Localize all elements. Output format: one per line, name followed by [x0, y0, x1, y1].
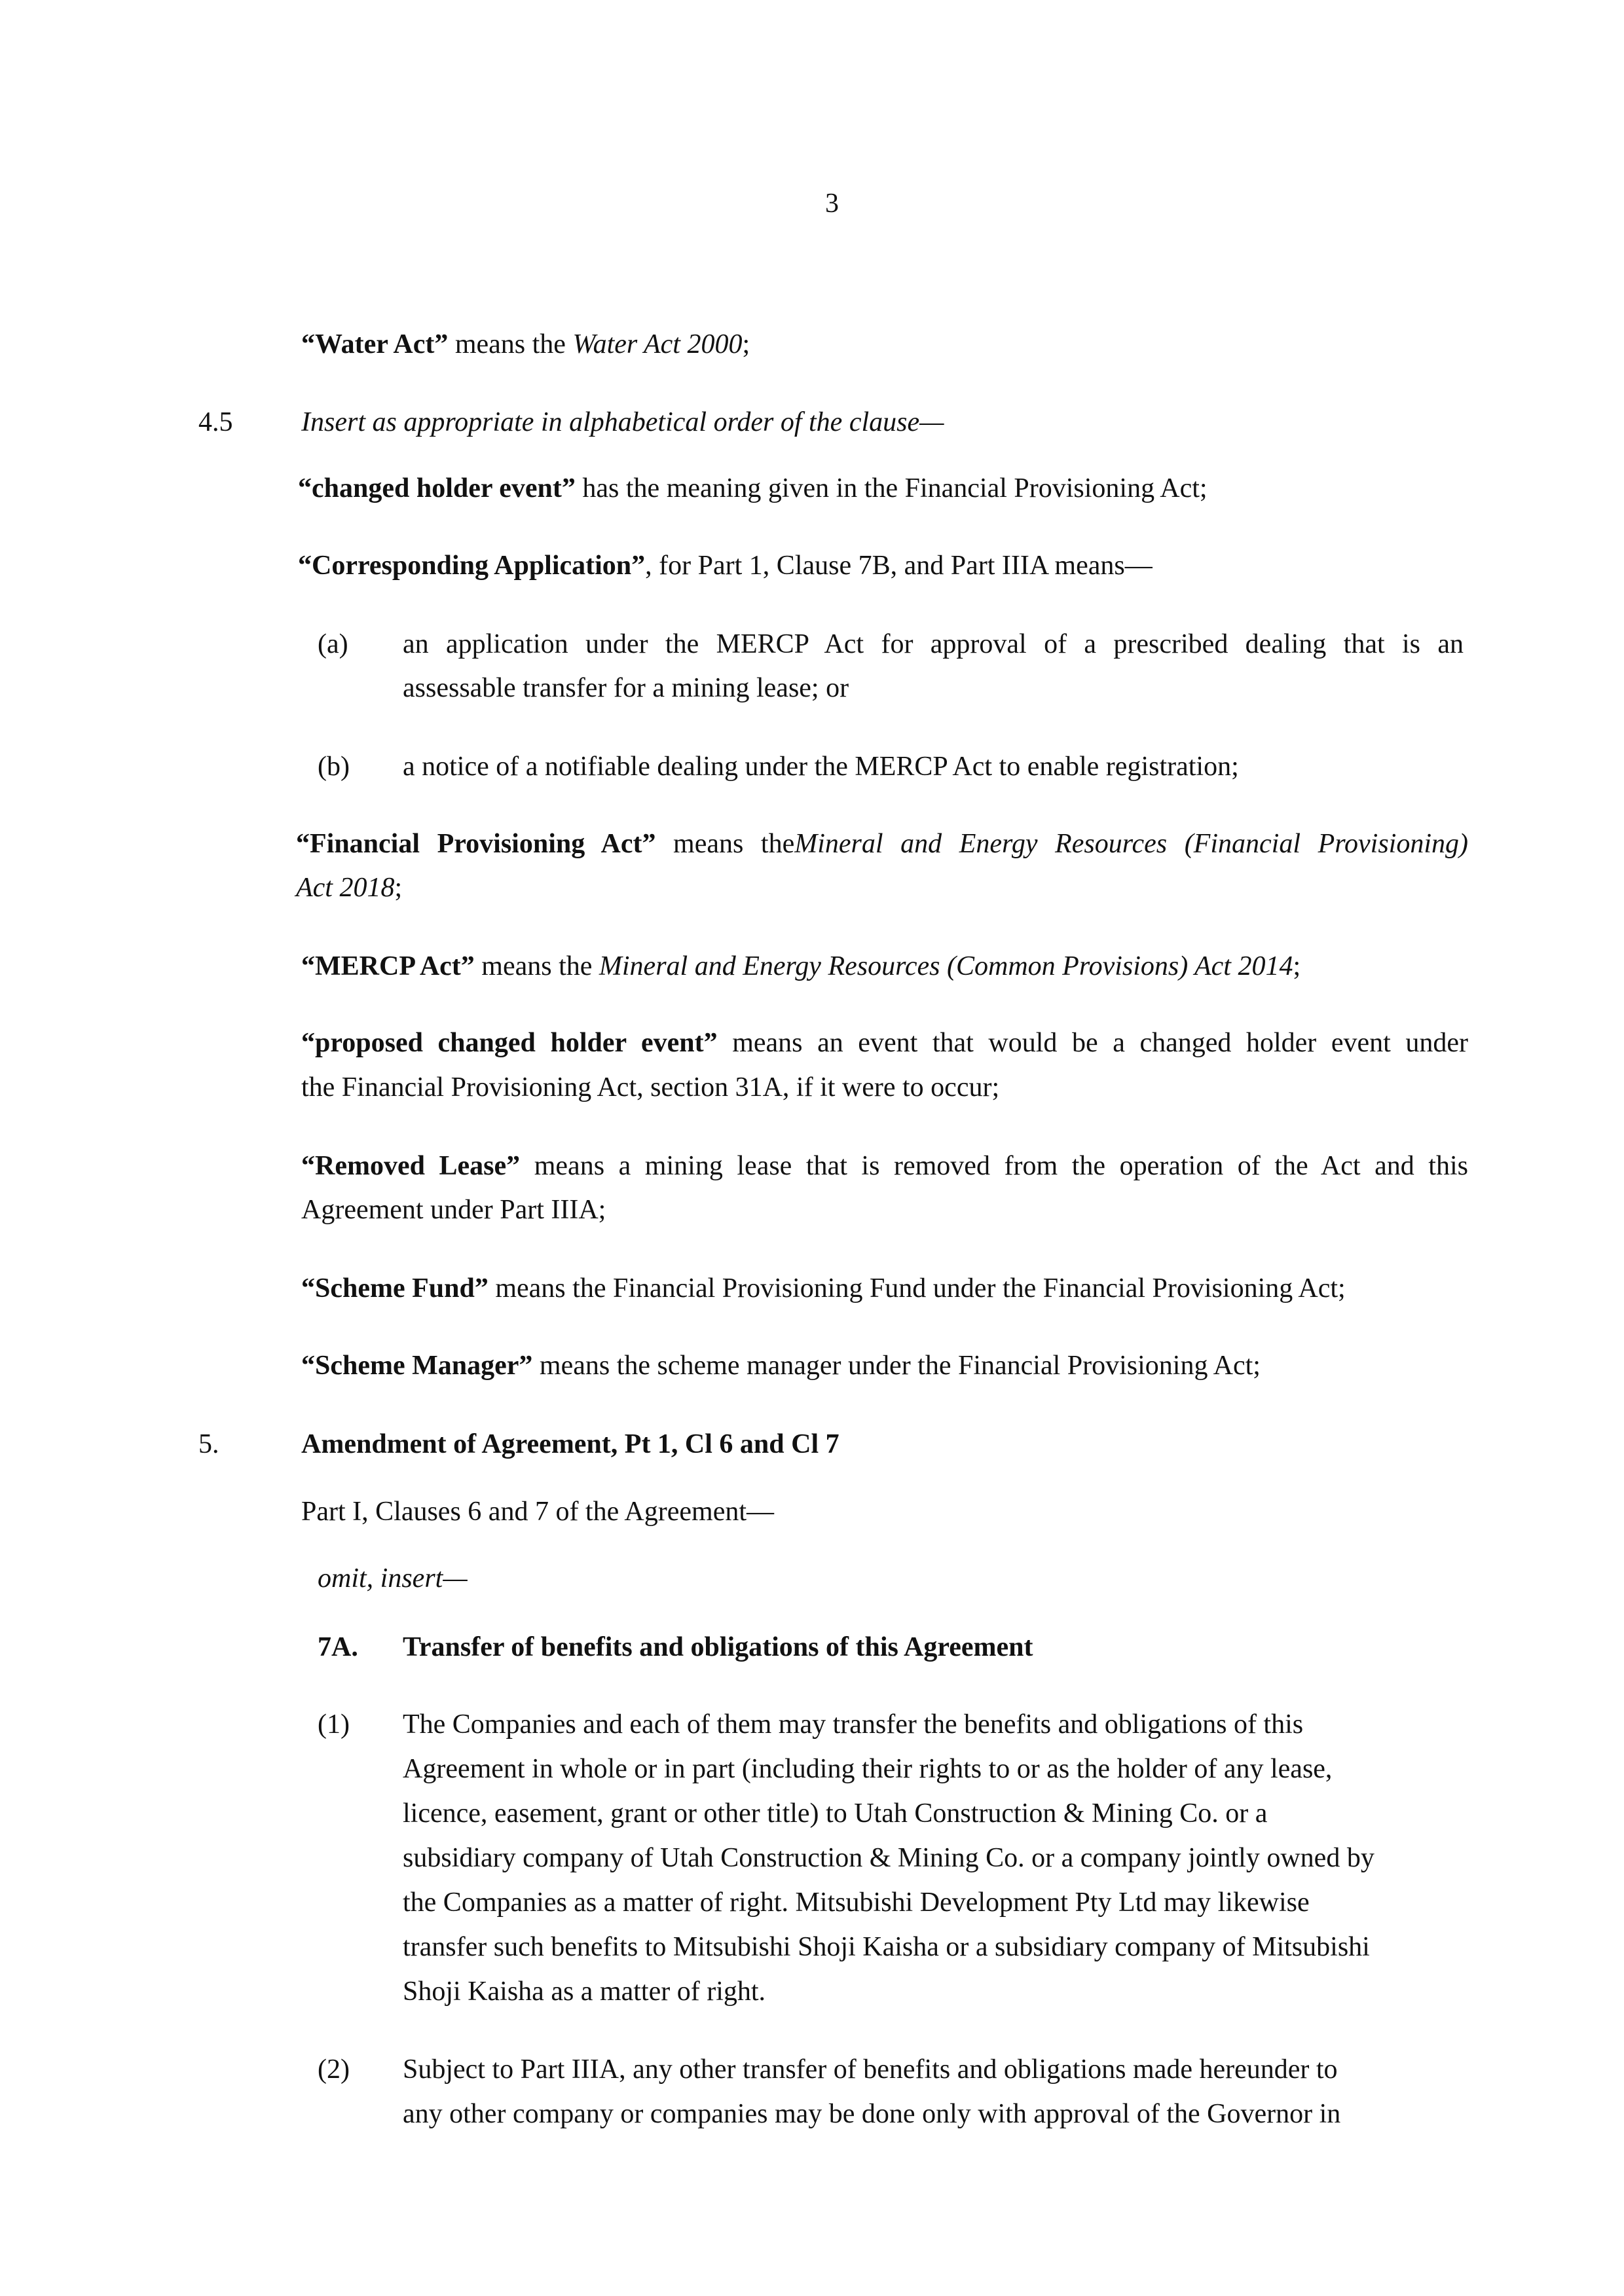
item-a-line-1: an application under the MERCP Act for approval of a prescribed dealing that is an: [403, 629, 1464, 659]
omit-insert: [318, 1565, 468, 1592]
page-number: 3: [825, 189, 839, 219]
term: “Removed Lease”: [301, 1151, 521, 1181]
act-title-continued: Act 2018: [296, 873, 395, 903]
subclause-label-1: (1): [318, 1709, 350, 1740]
definition-scheme-fund: [301, 1275, 1346, 1302]
definition-financial-provisioning-act-line-2: [296, 874, 402, 902]
definition-text: means the: [655, 829, 795, 859]
section-number-5: 5.: [198, 1429, 219, 1459]
subclause-1-line-6: transfer such benefits to Mitsubishi Shoji Kaisha or a subsidiary company of Mitsubishi: [403, 1932, 1370, 1962]
item-a-line-2: assessable transfer for a mining lease; or: [403, 673, 849, 703]
item-b-text: a notice of a notifiable dealing under the MERCP Act to enable registration;: [403, 752, 1239, 782]
section-4-5-instruction: [301, 409, 944, 436]
act-title: Water Act 2000: [572, 329, 743, 359]
omit-insert-text: omit, insert—: [318, 1563, 468, 1594]
term: “Corresponding Application”: [298, 551, 646, 581]
definition-text: means the scheme manager under the Financial Provisioning Act;: [532, 1351, 1261, 1381]
act-title: Mineral and Energy Resources (Common Provisions) Act 2014: [599, 951, 1293, 981]
section-number-4-5: 4.5: [198, 407, 233, 437]
clause-7a-heading: Transfer of benefits and obligations of this Agreement: [403, 1632, 1033, 1662]
instruction-text: Insert as appropriate in alphabetical order of the clause—: [301, 407, 944, 437]
definition-text: means the Financial Provisioning Fund under the Financial Provisioning Act;: [488, 1273, 1346, 1303]
definition-text: means a mining lease that is removed from the operation of the Act and this: [520, 1151, 1468, 1181]
clause-7a-number: 7A.: [318, 1632, 358, 1662]
definition-mercp-act: [301, 953, 1301, 980]
definition-corresponding-application: [298, 552, 1153, 579]
definition-proposed-changed-holder-event: [301, 1029, 1468, 1057]
definition-scheme-manager: [301, 1352, 1261, 1379]
definition-proposed-line-2: the Financial Provisioning Act, section 31A, if it were to occur;: [301, 1072, 1000, 1102]
subclause-label-2: (2): [318, 2054, 350, 2085]
subclause-1-line-7: Shoji Kaisha as a matter of right.: [403, 1977, 766, 2007]
item-label-a: (a): [318, 629, 348, 659]
term: “MERCP Act”: [301, 951, 475, 981]
term: “Financial Provisioning Act”: [296, 829, 656, 859]
subclause-2-line-1: Subject to Part IIIA, any other transfer of benefits and obligations made hereunder to: [403, 2054, 1338, 2085]
definition-water-act: [301, 331, 750, 358]
definition-text: means the: [474, 951, 599, 981]
definition-removed-lease: [301, 1152, 1468, 1180]
term: “Scheme Manager”: [301, 1351, 533, 1381]
subclause-2-line-2: any other company or companies may be done only with approval of the Governor in: [403, 2099, 1341, 2129]
term: “Scheme Fund”: [301, 1273, 489, 1303]
definition-changed-holder-event: [298, 475, 1208, 502]
definition-removed-lease-line-2: Agreement under Part IIIA;: [301, 1195, 606, 1225]
punctuation: ;: [742, 329, 750, 359]
term: “Water Act”: [301, 329, 449, 359]
definition-text: , for Part 1, Clause 7B, and Part IIIA means—: [645, 551, 1153, 581]
definition-text: means an event that would be a changed holder event under: [717, 1028, 1468, 1058]
subclause-1-line-4: subsidiary company of Utah Construction & Mining Co. or a company jointly owned by: [403, 1843, 1375, 1873]
definition-text: has the meaning given in the Financial Provisioning Act;: [575, 473, 1208, 503]
subclause-1-line-1: The Companies and each of them may transfer the benefits and obligations of this: [403, 1709, 1304, 1740]
punctuation: ;: [394, 873, 403, 903]
subclause-1-line-2: Agreement in whole or in part (including their rights to or as the holder of any lease,: [403, 1754, 1333, 1784]
term: “proposed changed holder event”: [301, 1028, 718, 1058]
subclause-1-line-3: licence, easement, grant or other title) to Utah Construction & Mining Co. or a: [403, 1798, 1268, 1829]
definition-text: means the: [448, 329, 573, 359]
part-1-text: Part I, Clauses 6 and 7 of the Agreement—: [301, 1497, 774, 1527]
act-title: Mineral and Energy Resources (Financial Provisioning): [794, 829, 1468, 859]
section-5-heading: Amendment of Agreement, Pt 1, Cl 6 and Cl 7: [301, 1429, 840, 1459]
punctuation: ;: [1293, 951, 1301, 981]
item-label-b: (b): [318, 752, 350, 782]
definition-financial-provisioning-act: [296, 830, 1468, 858]
subclause-1-line-5: the Companies as a matter of right. Mitsubishi Development Pty Ltd may likewise: [403, 1887, 1310, 1918]
term: “changed holder event”: [298, 473, 576, 503]
